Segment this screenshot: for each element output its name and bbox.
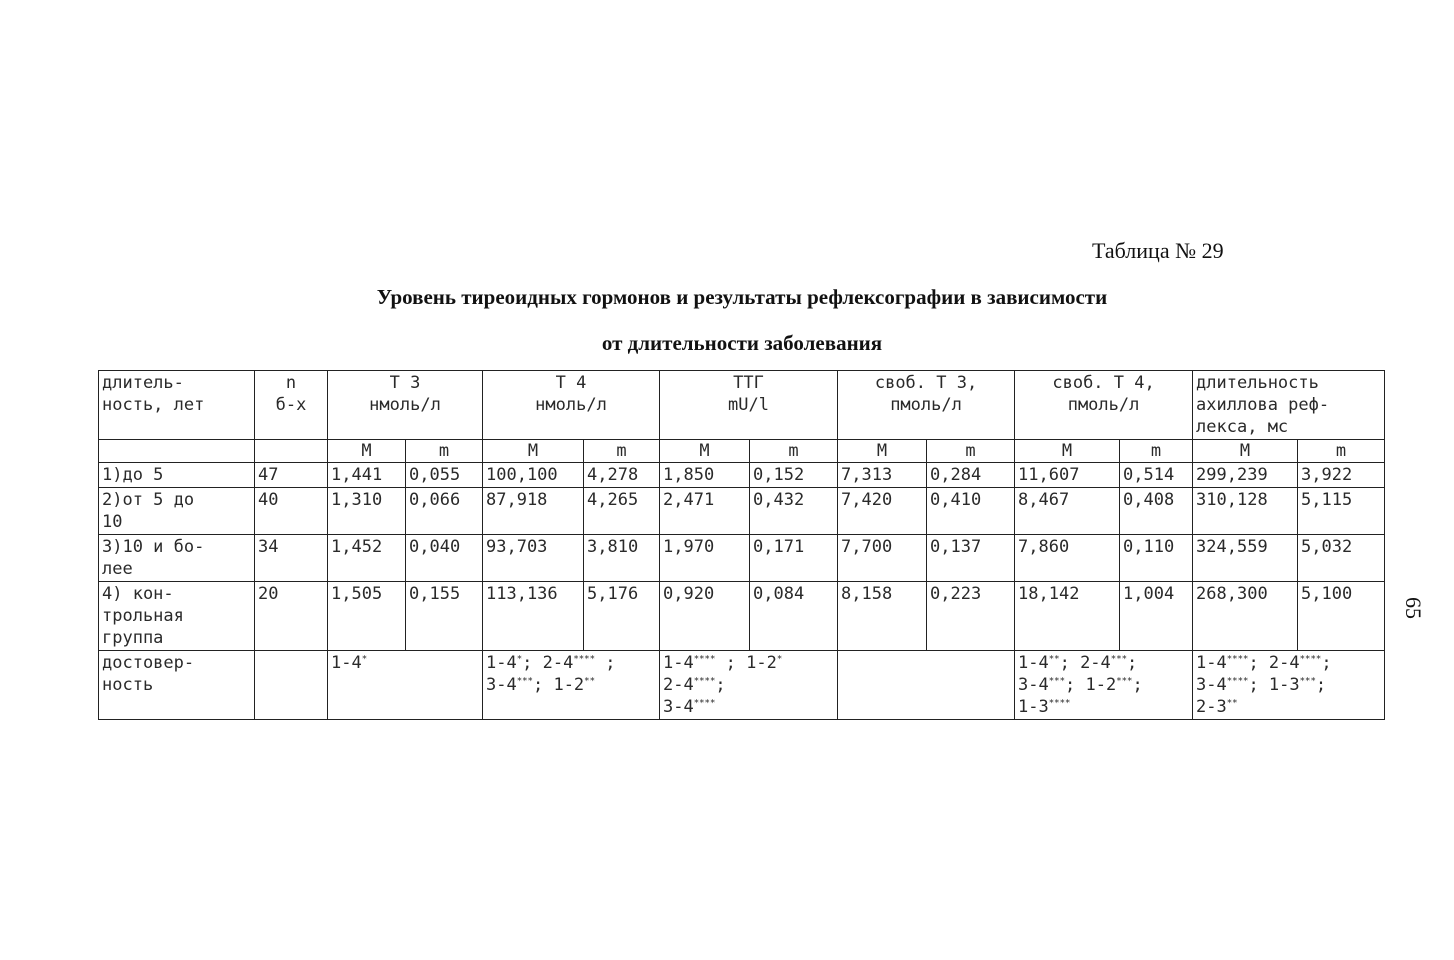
cell-t4-M: 113,136 [483,582,584,651]
cell-ttg-M: 2,471 [660,488,750,535]
subheader-empty [255,440,328,463]
hormone-table [98,370,1385,720]
cell-t3-m: 0,040 [406,535,483,582]
significance-reflex: 1-4****; 2-4****; 3-4****; 1-3***; 2-3** [1193,651,1385,720]
col-header-n: n б-х [255,371,328,440]
table-row [99,463,1385,488]
cell-t4-m: 4,278 [584,463,660,488]
col-header-free-t3: своб. Т 3, пмоль/л [838,371,1015,440]
col-header-t4: Т 4 нмоль/л [483,371,660,440]
cell-ft4-m: 0,408 [1120,488,1193,535]
subheader-M: М [838,440,927,463]
cell-ft3-M: 7,420 [838,488,927,535]
cell-t4-M: 100,100 [483,463,584,488]
cell-ft4-m: 0,110 [1120,535,1193,582]
col-header-duration: длитель- ность, лет [99,371,255,440]
cell-ref-M: 310,128 [1193,488,1298,535]
subheader-m: m [1120,440,1193,463]
cell-ft3-M: 7,700 [838,535,927,582]
subheader-M: М [1015,440,1120,463]
cell-n: 40 [255,488,328,535]
subheader-M: М [660,440,750,463]
cell-ttg-m: 0,171 [750,535,838,582]
cell-t3-M: 1,505 [328,582,406,651]
significance-n-empty [255,651,328,720]
cell-ft4-M: 7,860 [1015,535,1120,582]
cell-ref-M: 299,239 [1193,463,1298,488]
cell-ref-m: 5,100 [1298,582,1385,651]
subheader-M: М [1193,440,1298,463]
table-number: Таблица № 29 [1092,238,1224,263]
cell-t4-m: 3,810 [584,535,660,582]
cell-t4-M: 87,918 [483,488,584,535]
cell-ft3-M: 8,158 [838,582,927,651]
table-title-line2: от длительности заболевания [601,331,883,355]
cell-ttg-M: 1,970 [660,535,750,582]
cell-ttg-m: 0,432 [750,488,838,535]
cell-ft3-m: 0,223 [927,582,1015,651]
cell-ttg-M: 0,920 [660,582,750,651]
subheader-empty [99,440,255,463]
cell-ref-m: 5,032 [1298,535,1385,582]
col-header-ttg: ТТГ mU/l [660,371,838,440]
subheader-m: m [927,440,1015,463]
subheader-m: m [406,440,483,463]
cell-ref-M: 324,559 [1193,535,1298,582]
table-row [99,535,1385,582]
cell-n: 34 [255,535,328,582]
significance-label: достовер- ность [99,651,255,720]
cell-t3-m: 0,066 [406,488,483,535]
cell-n: 20 [255,582,328,651]
col-header-t3: Т 3 нмоль/л [328,371,483,440]
cell-ft3-m: 0,284 [927,463,1015,488]
significance-row [99,651,1385,720]
cell-t4-m: 4,265 [584,488,660,535]
cell-t4-M: 93,703 [483,535,584,582]
cell-ref-m: 5,115 [1298,488,1385,535]
cell-ttg-m: 0,084 [750,582,838,651]
table-title-line1: Уровень тиреоидных гормонов и результаты рефлексографии в зависимости [376,285,1108,309]
cell-t3-m: 0,055 [406,463,483,488]
col-header-reflex: длительность ахиллова реф- лекса, мс [1193,371,1385,440]
row-label: 3)10 и бо- лее [99,535,255,582]
cell-ttg-M: 1,850 [660,463,750,488]
cell-ft4-m: 0,514 [1120,463,1193,488]
row-label: 1)до 5 [99,463,255,488]
significance-t4: 1-4*; 2-4**** ; 3-4***; 1-2** [483,651,660,720]
significance-ttg: 1-4**** ; 1-2* 2-4****; 3-4**** [660,651,838,720]
cell-ft3-m: 0,137 [927,535,1015,582]
subheader-row [99,440,1385,463]
page-number: 65 [1401,597,1426,619]
significance-free-t3-empty [838,651,1015,720]
cell-t3-M: 1,452 [328,535,406,582]
row-label: 4) кон- трольная группа [99,582,255,651]
subheader-m: m [1298,440,1385,463]
col-header-free-t4: своб. Т 4, пмоль/л [1015,371,1193,440]
cell-ft4-M: 18,142 [1015,582,1120,651]
subheader-M: М [328,440,406,463]
cell-ft3-M: 7,313 [838,463,927,488]
cell-ttg-m: 0,152 [750,463,838,488]
header-row [99,371,1385,440]
subheader-m: m [750,440,838,463]
subheader-M: М [483,440,584,463]
cell-ref-M: 268,300 [1193,582,1298,651]
row-label: 2)от 5 до 10 [99,488,255,535]
significance-free-t4: 1-4**; 2-4***; 3-4***; 1-2***; 1-3**** [1015,651,1193,720]
cell-ft4-M: 11,607 [1015,463,1120,488]
cell-ft4-M: 8,467 [1015,488,1120,535]
cell-ft3-m: 0,410 [927,488,1015,535]
cell-t4-m: 5,176 [584,582,660,651]
cell-n: 47 [255,463,328,488]
cell-ref-m: 3,922 [1298,463,1385,488]
subheader-m: m [584,440,660,463]
cell-ft4-m: 1,004 [1120,582,1193,651]
table-row [99,488,1385,535]
significance-t3: 1-4* [328,651,483,720]
cell-t3-m: 0,155 [406,582,483,651]
cell-t3-M: 1,441 [328,463,406,488]
table-row [99,582,1385,651]
cell-t3-M: 1,310 [328,488,406,535]
